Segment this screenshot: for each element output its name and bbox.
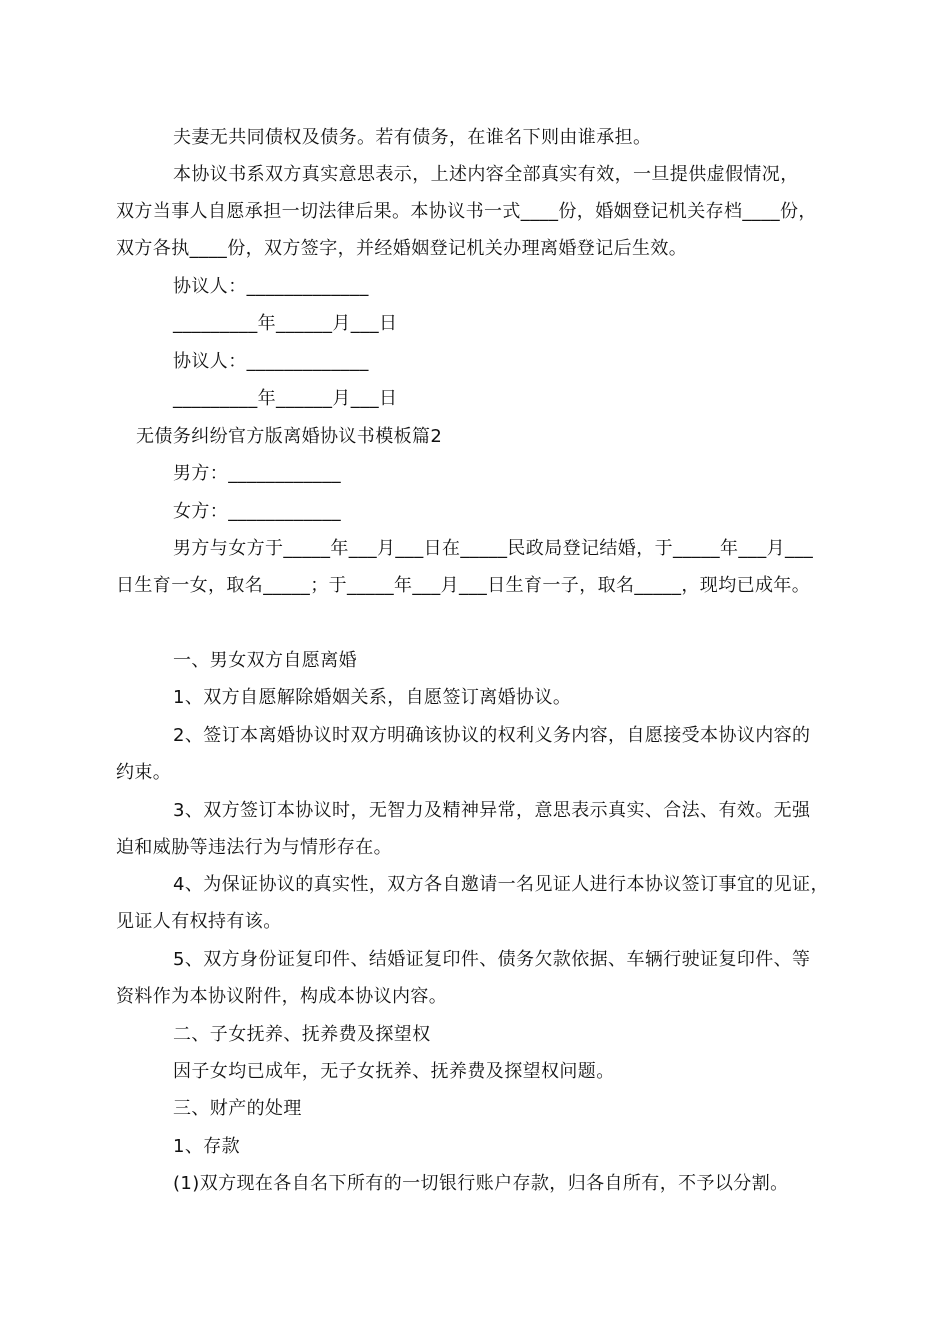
paragraph-truth-line-1: 本协议书系双方真实意思表示，上述内容全部真实有效，一旦提供虚假情况， [173, 164, 799, 185]
clause-1-3-line-2: 迫和威胁等违法行为与情形存在。 [116, 837, 392, 858]
clause-2-text: 因子女均已成年，无子女抚养、抚养费及探望权问题。 [173, 1061, 615, 1082]
clause-heading-2: 二、子女抚养、抚养费及探望权 [173, 1024, 431, 1045]
marriage-info-line-1: 男方与女方于_____年___月___日在_____民政局登记结婚，于_____年___月___ [173, 538, 814, 559]
clause-1-4-line-2: 见证人有权持有该。 [116, 911, 282, 932]
clause-1-1: 1、双方自愿解除婚姻关系，自愿签订离婚协议。 [173, 687, 572, 708]
signatory-date-line-2: _________年______月___日 [173, 388, 398, 409]
signatory-line-1: 协议人：_____________ [173, 276, 369, 297]
signatory-line-2: 协议人：_____________ [173, 351, 369, 372]
wife-field: 女方：____________ [173, 501, 341, 522]
clause-1-4-line-1: 4、为保证协议的真实性，双方各自邀请一名见证人进行本协议签订事宜的见证， [173, 874, 829, 895]
paragraph-truth-line-2: 双方当事人自愿承担一切法律后果。本协议书一式____份，婚姻登记机关存档____份， [116, 201, 817, 222]
clause-1-3-line-1: 3、双方签订本协议时，无智力及精神异常，意思表示真实、合法、有效。无强 [173, 800, 811, 821]
husband-field: 男方：____________ [173, 463, 341, 484]
marriage-info-line-2: 日生育一女，取名_____；于_____年___月___日生育一子，取名_____，现均已成年。 [116, 575, 811, 596]
clause-1-2-line-2: 约束。 [116, 762, 172, 783]
clause-1-2-line-1: 2、签订本离婚协议时双方明确该协议的权利义务内容，自愿接受本协议内容的 [173, 725, 811, 746]
clause-3-1-heading: 1、存款 [173, 1136, 241, 1157]
clause-3-1-1: (1)双方现在各自名下所有的一切银行账户存款，归各自所有，不予以分割。 [173, 1173, 789, 1194]
clause-1-5-line-1: 5、双方身份证复印件、结婚证复印件、债务欠款依据、车辆行驶证复印件、等 [173, 949, 811, 970]
signatory-date-line-1: _________年______月___日 [173, 313, 398, 334]
paragraph-truth-line-3: 双方各执____份，双方签字，并经婚姻登记机关办理离婚登记后生效。 [116, 238, 688, 259]
paragraph-debt-line: 夫妻无共同债权及债务。若有债务，在谁名下则由谁承担。 [173, 127, 652, 148]
clause-1-5-line-2: 资料作为本协议附件，构成本协议内容。 [116, 986, 448, 1007]
clause-heading-3: 三、财产的处理 [173, 1098, 302, 1119]
section-title: 无债务纠纷官方版离婚协议书模板篇2 [136, 426, 443, 447]
clause-heading-1: 一、男女双方自愿离婚 [173, 650, 357, 671]
